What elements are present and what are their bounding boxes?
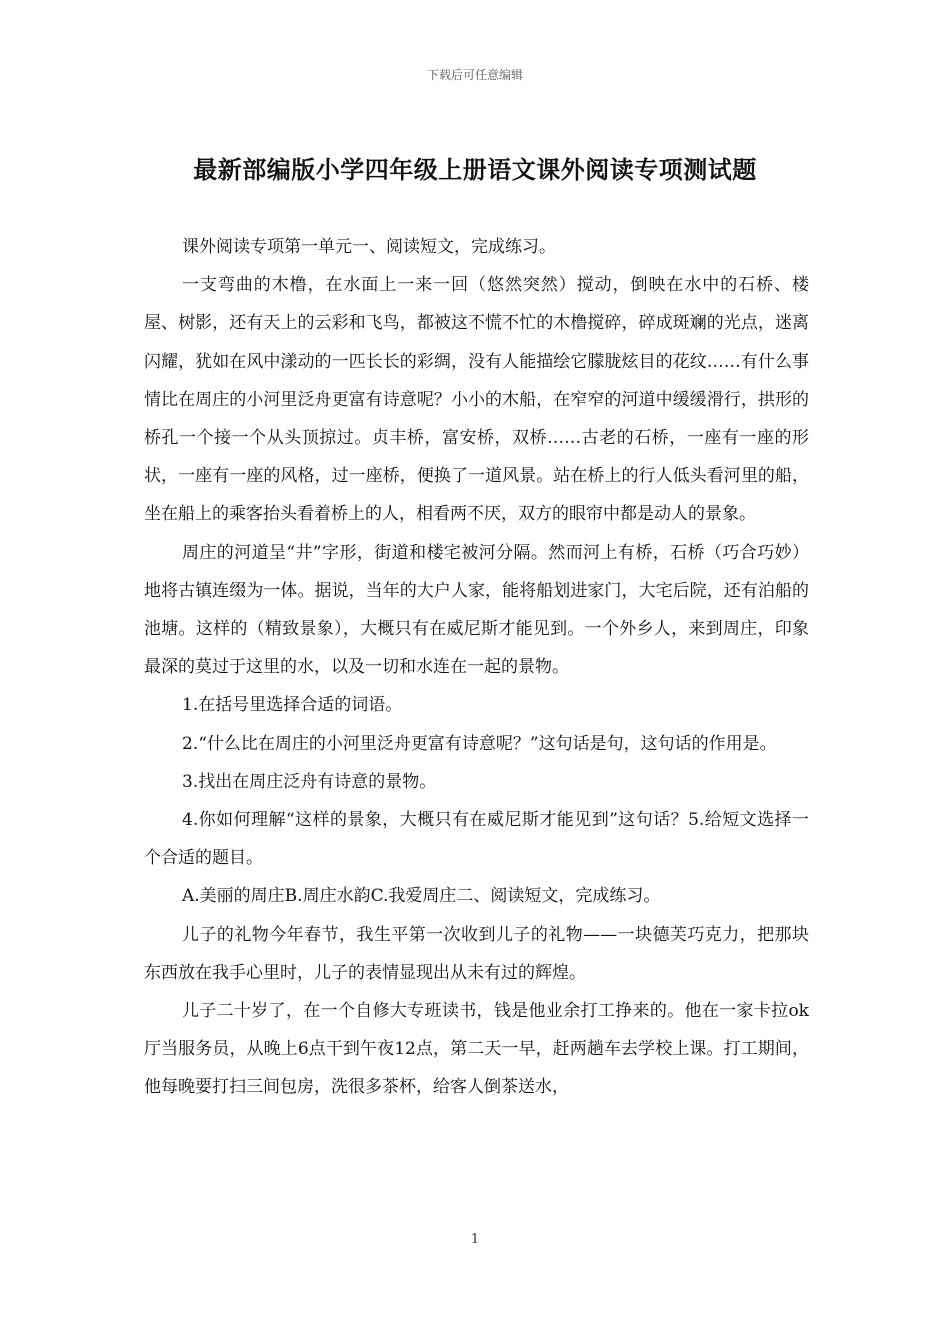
page-number: 1: [470, 1232, 480, 1247]
paragraph-passage-4: 儿子二十岁了，在一个自修大专班读书，钱是他业余打工挣来的。他在一家卡拉ok厅当服务员，从晚上6点干到午夜12点，第二天一早，赶两趟车去学校上课。打工期间，他每晚要打扫三间包房，洗很多茶杯，给客人倒茶送水，: [144, 1001, 809, 1098]
question-1: 1.在括号里选择合适的词语。: [182, 695, 403, 716]
paragraph-intro: 课外阅读专项第一单元一、阅读短文，完成练习。: [182, 237, 556, 257]
paragraph-passage-1: 一支弯曲的木橹，在水面上一来一回（悠然突然）搅动，倒映在水中的石桥、楼屋、树影，还有天上的云彩和飞鸟，都被这不慌不忙的木橹搅碎，碎成斑斓的光点，迷离闪耀，犹如在风中漾动的一匹长长的彩绸，没有人能描绘它朦胧炫目的花纹……有什么事情比在周庄的小河里泛舟更富有诗意呢？小小的木船，在窄窄的河道中缓缓滑行，拱形的桥孔一个接一个从头顶掠过。贞丰桥，富安桥，双桥……古老的石桥，一座有一座的形状，一座有一座的风格，过一座桥，便换了一道风景。站在桥上的行人低头看河里的船，坐在船上的乘客抬头看着桥上的人，相看两不厌，双方的眼帘中都是动人的景象。: [144, 275, 809, 525]
paragraph-passage-3: 儿子的礼物今年春节，我生平第一次收到儿子的礼物——一块德芙巧克力，把那块东西放在我手心里时，儿子的表情显现出从未有过的辉煌。: [144, 924, 809, 983]
page-header: 下载后可任意编辑: [426, 68, 523, 82]
options-and-section-2: A.美丽的周庄B.周庄水韵C.我爱周庄二、阅读短文，完成练习。: [182, 886, 661, 907]
document-title: 最新部编版小学四年级上册语文课外阅读专项测试题: [193, 155, 757, 184]
question-2: 2.“什么比在周庄的小河里泛舟更富有诗意呢？”这句话是句，这句话的作用是。: [182, 733, 777, 754]
question-4-5: 4.你如何理解“这样的景象，大概只有在威尼斯才能见到”这句话？5.给短文选择一个合适的题目。: [144, 810, 809, 869]
paragraph-passage-2: 周庄的河道呈“井”字形，街道和楼宅被河分隔。然而河上有桥，石桥（巧合巧妙）地将古镇连缀为一体。据说，当年的大户人家，能将船划进家门，大宅后院，还有泊船的池塘。这样的（精致景象），大概只有在威尼斯才能见到。一个外乡人，来到周庄，印象最深的莫过于这里的水，以及一切和水连在一起的景物。: [144, 542, 809, 678]
document-body: [144, 228, 809, 1107]
question-3: 3.找出在周庄泛舟有诗意的景物。: [182, 771, 437, 792]
